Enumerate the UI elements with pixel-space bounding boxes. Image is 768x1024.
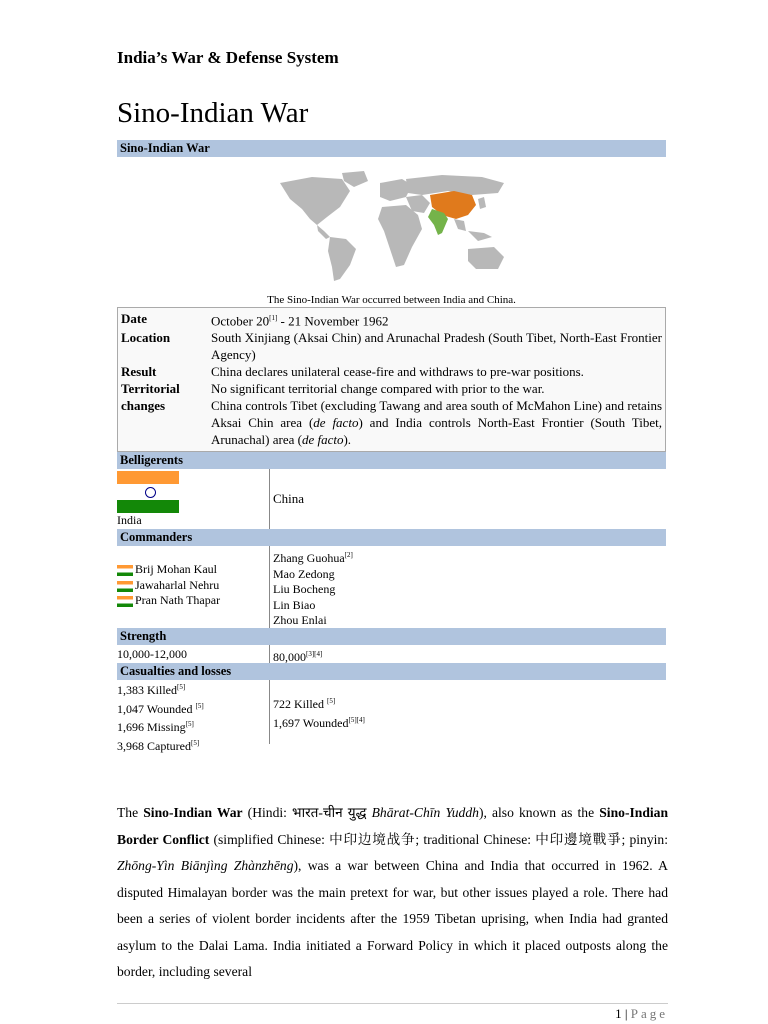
china-strength: 80,000 [273, 650, 306, 665]
china-casualty: 1,697 Wounded[5][4] [273, 715, 365, 730]
facts-table [117, 307, 666, 452]
territorial-value-1: No significant territorial change compared with prior to the war. [211, 381, 545, 397]
india-commander-name: Jawaharlal Nehru [135, 577, 220, 592]
belligerent-india-cell [117, 469, 269, 529]
india-casualty: 1,047 Wounded [5] [117, 701, 204, 716]
map-caption: The Sino-Indian War occurred between India and China. [267, 294, 516, 306]
india-commander[interactable] [117, 562, 269, 578]
result-row [121, 363, 662, 380]
ref[interactable]: [5] [327, 697, 336, 706]
map-australia [468, 247, 504, 269]
text: ), was a war between China and India that occurred in 1962. A disputed Himalayan border was the main pretext for war, but other issues played a role. There had been a series of violent border incidents after the 1959 Tibetan uprising, when India had granted asylum to the Dalai Lama. India initiated a Forward Policy in which it placed outposts along the border, including several [117, 858, 668, 979]
location-row [121, 329, 662, 363]
text: The [117, 805, 144, 820]
commanders-heading: Commanders [117, 529, 666, 546]
belligerents-row [117, 469, 666, 529]
belligerent-china[interactable]: China [273, 491, 305, 507]
china-strength-ref[interactable]: [3][4] [306, 650, 323, 659]
india-strength: 10,000-12,000 [117, 647, 187, 662]
ref[interactable]: [5] [177, 683, 186, 692]
territorial-label-2: changes [121, 398, 166, 414]
territorial-row [121, 380, 662, 448]
china-commander-name: Zhang Guohua [273, 551, 345, 566]
italic-term: Bhārat-Chīn Yuddh [371, 805, 479, 820]
india-flag-icon [117, 581, 133, 592]
map-south-america [328, 237, 356, 281]
world-map [117, 157, 666, 293]
casualties-row [117, 680, 666, 753]
bold-term: Sino-Indian War [143, 805, 243, 820]
document-header: India’s War & Defense System [117, 48, 339, 67]
date-start: October 20 [211, 313, 270, 329]
world-map-image [272, 169, 512, 285]
belligerents-heading: Belligerents [117, 452, 666, 469]
ref[interactable]: [5] [191, 738, 200, 747]
de-facto-1: de facto [313, 415, 359, 431]
map-north-america [280, 177, 350, 225]
map-central-america [317, 225, 330, 239]
location-label: Location [121, 330, 171, 346]
map-southeast-asia [454, 219, 492, 241]
belligerent-india[interactable]: India [117, 513, 142, 528]
belligerent-china-cell [269, 469, 666, 529]
infobox-heading: Sino-Indian War [117, 140, 666, 157]
india-commander[interactable] [117, 578, 269, 594]
infobox [117, 140, 666, 753]
india-casualty: 1,383 Killed[5] [117, 683, 186, 698]
map-africa [378, 205, 422, 267]
footer-separator: | [621, 1006, 631, 1021]
india-casualty: 1,696 Missing[5] [117, 720, 194, 735]
india-flag-icon [117, 596, 133, 607]
india-flag-icon [117, 471, 179, 513]
ref[interactable]: [5] [185, 720, 194, 729]
de-facto-2: de facto [301, 432, 344, 448]
result-value: China declares unilateral cease-fire and withdraws to pre-war positions. [211, 364, 584, 380]
china-commander[interactable]: Lin Biao [273, 597, 316, 612]
territorial-label [121, 380, 211, 448]
china-casualty: 722 Killed [5] [273, 697, 336, 712]
text: (simplified Chinese: 中印边境战争; traditional Chinese: 中印邊境戰爭; pinyin: [209, 831, 668, 847]
india-flag-icon [117, 565, 133, 576]
china-commander[interactable]: Zhou Enlai [273, 613, 327, 628]
strength-heading: Strength [117, 628, 666, 645]
commanders-row [117, 546, 666, 628]
india-commanders [117, 546, 269, 628]
map-japan [478, 197, 486, 209]
ref[interactable]: [5][4] [348, 715, 365, 724]
china-commander[interactable] [273, 548, 666, 567]
china-commanders [269, 546, 666, 628]
body-paragraph [117, 800, 668, 986]
page-label: Page [630, 1006, 668, 1021]
page-footer [615, 1006, 668, 1022]
italic-term: Zhōng-Yìn Biānjìng Zhànzhēng [117, 858, 294, 873]
china-commander[interactable]: Liu Bocheng [273, 582, 336, 597]
location-value: South Xinjiang (Aksai Chin) and Arunachal Pradesh (South Tibet, North-East Frontier Agency) [211, 330, 662, 363]
ref[interactable]: [5] [195, 701, 204, 710]
bold-term: Sino-Indian Border Conflict [117, 805, 669, 847]
result-label: Result [121, 364, 157, 380]
india-commander-name: Pran Nath Thapar [135, 593, 221, 608]
zhang-ref[interactable]: [2] [344, 551, 353, 560]
footer-divider [117, 1003, 668, 1004]
date-value [211, 310, 662, 329]
china-commander[interactable]: Mao Zedong [273, 566, 335, 581]
strength-row [117, 645, 666, 663]
page-title: Sino-Indian War [117, 97, 309, 129]
casualties-heading: Casualties and losses [117, 663, 666, 680]
territorial-value [211, 380, 662, 448]
page-number: 1 [615, 1006, 622, 1021]
date-label: Date [121, 311, 147, 326]
india-casualty: 3,968 Captured[5] [117, 738, 200, 753]
india-commander[interactable] [117, 593, 269, 609]
india-casualties [117, 680, 269, 753]
date-end: - 21 November 1962 [277, 313, 389, 329]
territorial-value-2a: China controls Tibet (excluding Tawang and area south of McMahon Line) and retains Aksai Chin area ( [211, 398, 662, 431]
text: ), also known as the [478, 805, 600, 820]
territorial-label-1: Territorial [121, 381, 180, 397]
territorial-value-2c: ). [343, 432, 352, 448]
date-row [121, 310, 662, 329]
china-strength-cell [269, 645, 666, 663]
india-commander-name: Brij Mohan Kaul [135, 562, 217, 577]
text: (Hindi: भारत-चीन युद्ध [242, 805, 372, 820]
territorial-value-2b: ) and India controls North-East Frontier (South Tibet, Arunachal) area ( [211, 415, 663, 448]
date-ref[interactable]: [1] [269, 314, 278, 322]
china-casualties [269, 680, 666, 744]
map-greenland [342, 171, 368, 187]
